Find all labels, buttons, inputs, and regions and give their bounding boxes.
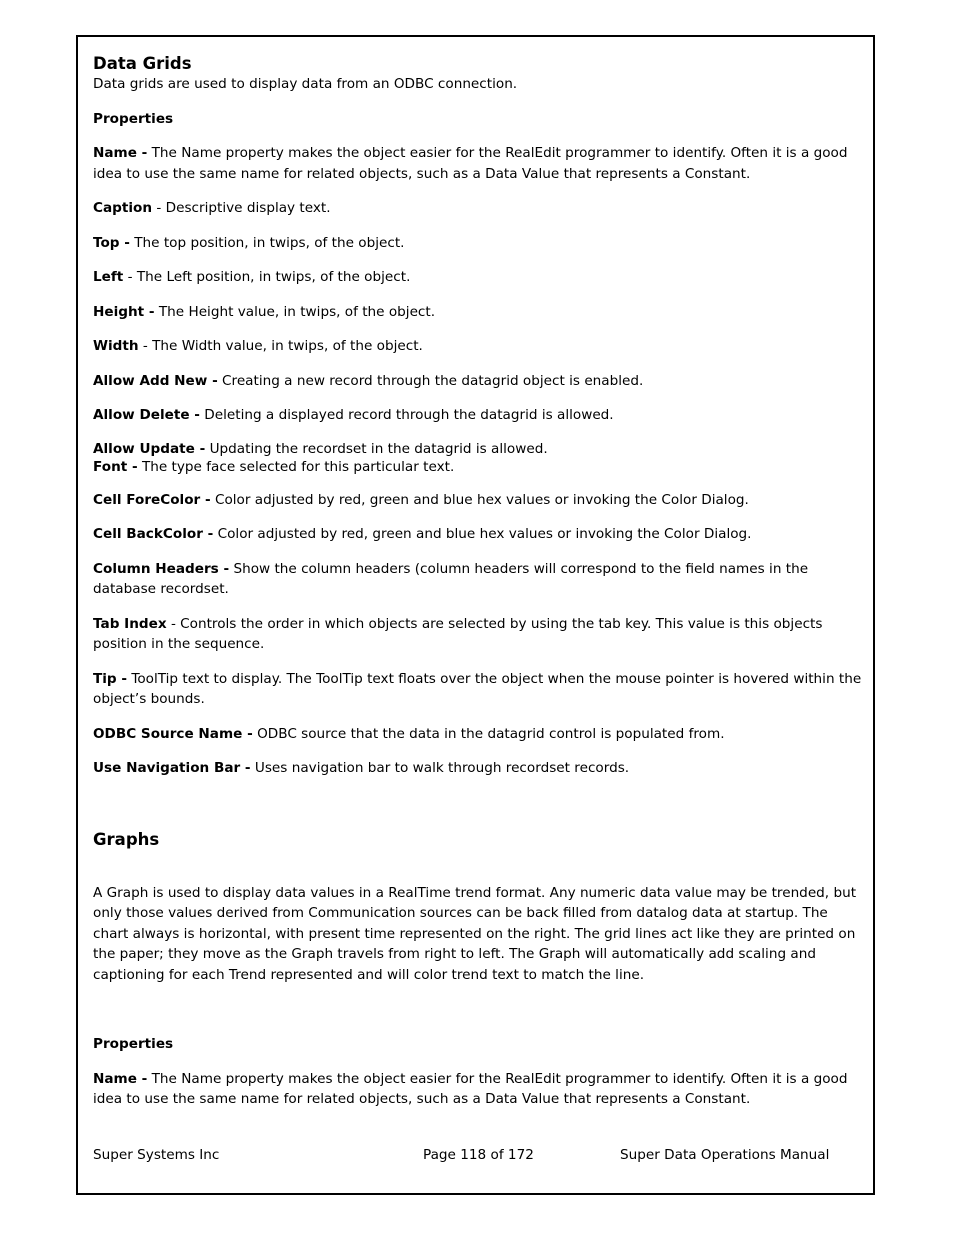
- footer-page-number: Page 118 of 172: [423, 1147, 534, 1163]
- property-desc: The type face selected for this particular text.: [137, 458, 455, 475]
- property-term: Cell BackColor -: [93, 526, 214, 542]
- property-term: Allow Delete -: [93, 407, 200, 423]
- property-desc: - The Width value, in twips, of the object.: [138, 338, 423, 354]
- graphs-property-name: [93, 1069, 863, 1110]
- property-desc: ODBC source that the data in the datagrid control is populated from.: [252, 725, 725, 742]
- property-term: Tip -: [93, 670, 128, 687]
- property-column-headers: [93, 559, 863, 600]
- property-desc: Show the column headers (column headers will correspond to the field names in the database recordset.: [93, 560, 809, 597]
- property-cell-backcolor: [93, 524, 863, 545]
- property-desc: ToolTip text to display. The ToolTip text floats over the object when the mouse pointer is hovered within the object’s bounds.: [93, 670, 862, 707]
- data-grids-intro: Data grids are used to display data from an ODBC connection.: [93, 76, 518, 92]
- property-width: [93, 336, 863, 357]
- property-desc: The Name property makes the object easier for the RealEdit programmer to identify. Often it is a good idea to use the same name for related objects, such as a Data Value that represents a Constant.: [93, 1070, 848, 1107]
- property-desc: Updating the recordset in the datagrid is allowed.: [205, 440, 548, 457]
- footer-company: Super Systems Inc: [93, 1147, 220, 1163]
- property-term: Name -: [93, 145, 148, 161]
- data-grids-properties-heading: Properties: [93, 110, 174, 127]
- property-cell-forecolor: [93, 490, 863, 511]
- property-term: Height -: [93, 303, 155, 320]
- property-desc: The Height value, in twips, of the object.: [154, 303, 436, 320]
- property-desc: - Controls the order in which objects are selected by using the tab key. This value is this objects position in the sequence.: [93, 615, 823, 652]
- property-desc: Color adjusted by red, green and blue hex values or invoking the Color Dialog.: [210, 491, 749, 508]
- property-allow-add-new: [93, 371, 863, 392]
- property-term: Cell ForeColor -: [93, 491, 211, 508]
- property-allow-update: [93, 440, 863, 458]
- data-grids-heading: Data Grids: [93, 54, 192, 73]
- property-top: [93, 233, 863, 254]
- property-term: Use Navigation Bar -: [93, 760, 251, 776]
- property-term: Left: [93, 269, 124, 285]
- property-term: ODBC Source Name -: [93, 725, 253, 742]
- property-desc: - The Left position, in twips, of the object.: [123, 269, 411, 285]
- property-desc: Uses navigation bar to walk through recordset records.: [250, 760, 630, 776]
- property-desc: - Descriptive display text.: [152, 200, 331, 216]
- property-term: Allow Add New -: [93, 372, 218, 389]
- property-desc: Color adjusted by red, green and blue hex values or invoking the Color Dialog.: [213, 526, 752, 542]
- property-tip: [93, 669, 863, 710]
- property-term: Top -: [93, 234, 130, 251]
- property-font: [93, 458, 863, 476]
- property-term: Name -: [93, 1070, 148, 1087]
- page-footer: [93, 1145, 863, 1165]
- property-allow-delete: [93, 405, 863, 426]
- property-name: [93, 143, 863, 184]
- graphs-heading: Graphs: [93, 829, 160, 849]
- property-use-navigation-bar: [93, 758, 863, 779]
- property-left: [93, 267, 863, 288]
- property-tab-index: [93, 614, 863, 655]
- property-term: Width: [93, 338, 139, 354]
- page-content: [93, 53, 863, 1110]
- property-desc: The top position, in twips, of the object.: [129, 234, 405, 251]
- property-desc: The Name property makes the object easier for the RealEdit programmer to identify. Often it is a good idea to use the same name for related objects, such as a Data Value that represents a Constant.: [93, 145, 848, 182]
- property-height: [93, 302, 863, 323]
- property-odbc-source-name: [93, 724, 863, 745]
- property-term: Caption: [93, 200, 153, 216]
- graphs-intro: A Graph is used to display data values in a RealTime trend format. Any numeric data value may be trended, but only those values derived from Communication sources can be back filled from datalog data at startup. The chart always is horizontal, with present time represented on the right. The grid lines act like they are printed on the paper; they move as the Graph travels from right to left. The Graph will automatically add scaling and captioning for each Trend represented and will color trend text to match the line.: [93, 884, 857, 983]
- property-term: Font -: [93, 458, 138, 475]
- graphs-properties-heading: Properties: [93, 1036, 174, 1052]
- property-term: Allow Update -: [93, 440, 206, 457]
- property-desc: Creating a new record through the datagrid object is enabled.: [217, 372, 644, 389]
- property-caption: [93, 198, 863, 219]
- property-desc: Deleting a displayed record through the datagrid is allowed.: [199, 407, 614, 423]
- property-term: Column Headers -: [93, 560, 230, 577]
- footer-manual-title: Super Data Operations Manual: [620, 1147, 830, 1163]
- property-term: Tab Index: [93, 615, 167, 632]
